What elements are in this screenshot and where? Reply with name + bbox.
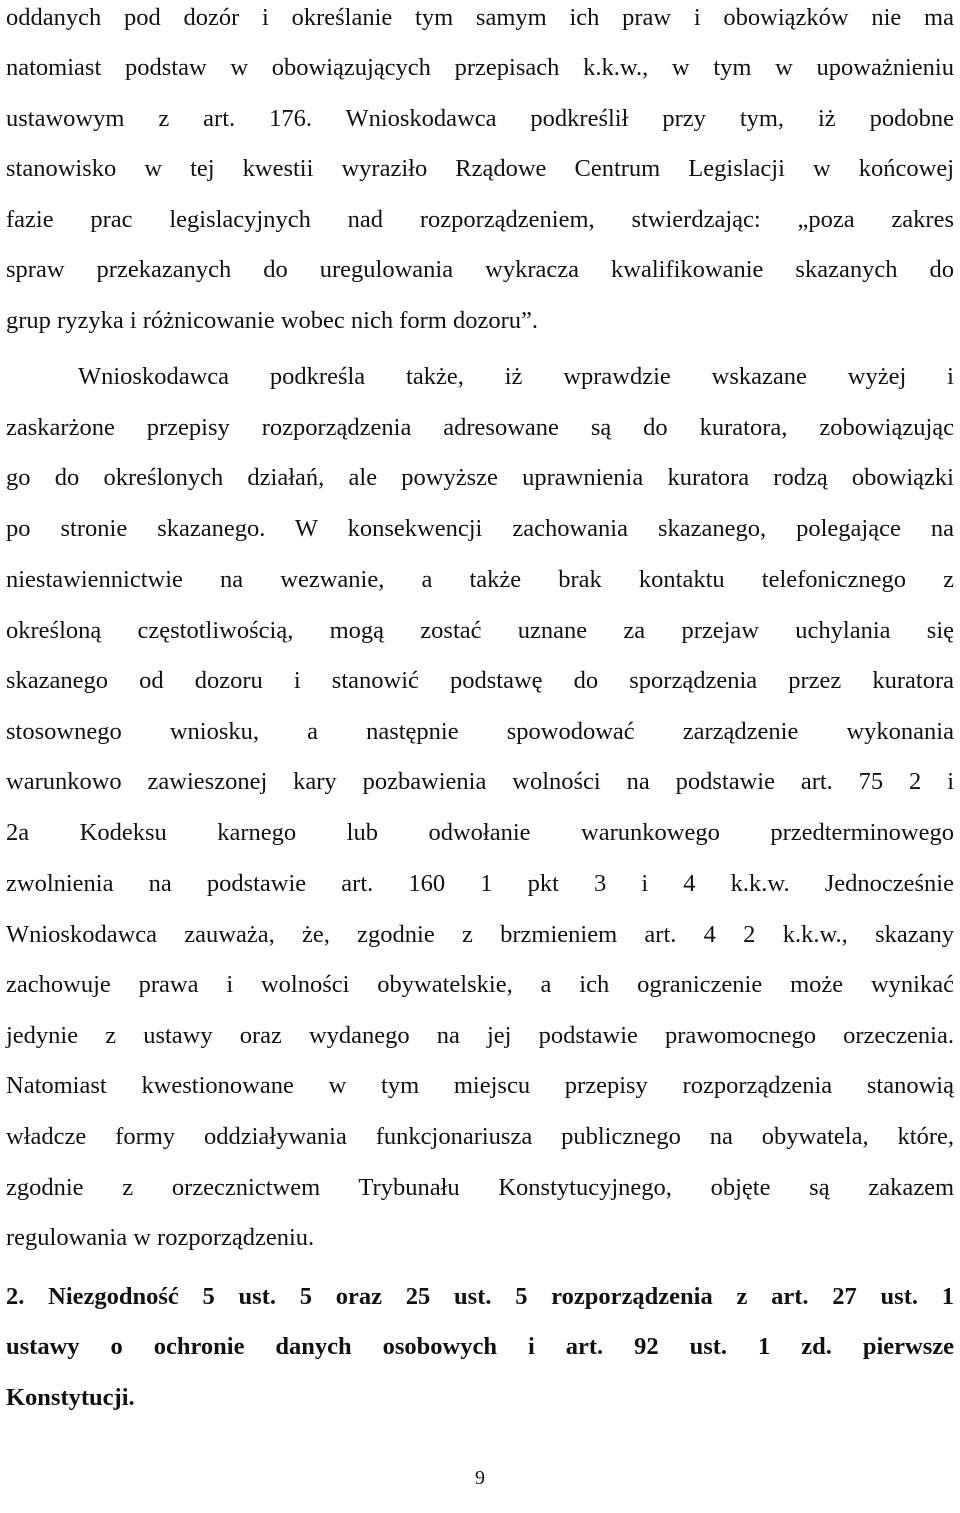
body-line: stosownego wniosku, a następnie spowodować zarządzenie wykonania <box>6 718 954 745</box>
section-heading-line: ustawy o ochronie danych osobowych i art. 92 ust. 1 zd. pierwsze <box>6 1333 954 1360</box>
body-line: po stronie skazanego. W konsekwencji zachowania skazanego, polegające na <box>6 515 954 542</box>
body-line: go do określonych działań, ale powyższe uprawnienia kuratora rodzą obowiązki <box>6 464 954 491</box>
body-line: Wnioskodawca zauważa, że, zgodnie z brzmieniem art. 4 2 k.k.w., skazany <box>6 921 954 948</box>
body-line: oddanych pod dozór i określanie tym samym ich praw i obowiązków nie ma <box>6 4 954 31</box>
body-line: skazanego od dozoru i stanowić podstawę do sporządzenia przez kuratora <box>6 667 954 694</box>
page-number: 9 <box>475 1467 485 1489</box>
body-line: ustawowym z art. 176. Wnioskodawca podkreślił przy tym, iż podobne <box>6 105 954 132</box>
body-line: jedynie z ustawy oraz wydanego na jej podstawie prawomocnego orzeczenia. <box>6 1022 954 1049</box>
body-line: 2a Kodeksu karnego lub odwołanie warunkowego przedterminowego <box>6 819 954 846</box>
body-line: władcze formy oddziaływania funkcjonariusza publicznego na obywatela, które, <box>6 1123 954 1150</box>
body-line: fazie prac legislacyjnych nad rozporządzeniem, stwierdzając: „poza zakres <box>6 206 954 233</box>
body-line: zaskarżone przepisy rozporządzenia adresowane są do kuratora, zobowiązując <box>6 414 954 441</box>
section-heading-line: 2. Niezgodność 5 ust. 5 oraz 25 ust. 5 rozporządzenia z art. 27 ust. 1 <box>6 1283 954 1310</box>
body-line: grup ryzyka i różnicowanie wobec nich form dozoru”. <box>6 307 538 334</box>
body-line: zgodnie z orzecznictwem Trybunału Konstytucyjnego, objęte są zakazem <box>6 1174 954 1201</box>
body-line: warunkowo zawieszonej kary pozbawienia wolności na podstawie art. 75 2 i <box>6 768 954 795</box>
body-line: spraw przekazanych do uregulowania wykracza kwalifikowanie skazanych do <box>6 256 954 283</box>
body-line: określoną częstotliwością, mogą zostać uznane za przejaw uchylania się <box>6 617 954 644</box>
body-line: niestawiennictwie na wezwanie, a także brak kontaktu telefonicznego z <box>6 566 954 593</box>
body-line: regulowania w rozporządzeniu. <box>6 1224 315 1251</box>
body-line: stanowisko w tej kwestii wyraziło Rządowe Centrum Legislacji w końcowej <box>6 155 954 182</box>
body-line: Natomiast kwestionowane w tym miejscu przepisy rozporządzenia stanowią <box>6 1072 954 1099</box>
section-heading-line: Konstytucji. <box>6 1384 135 1411</box>
body-line: zwolnienia na podstawie art. 160 1 pkt 3 i 4 k.k.w. Jednocześnie <box>6 870 954 897</box>
paragraph-first-line: Wnioskodawca podkreśla także, iż wprawdzie wskazane wyżej i <box>78 363 954 390</box>
body-line: natomiast podstaw w obowiązujących przepisach k.k.w., w tym w upoważnieniu <box>6 54 954 81</box>
body-line: zachowuje prawa i wolności obywatelskie, a ich ograniczenie może wynikać <box>6 971 954 998</box>
